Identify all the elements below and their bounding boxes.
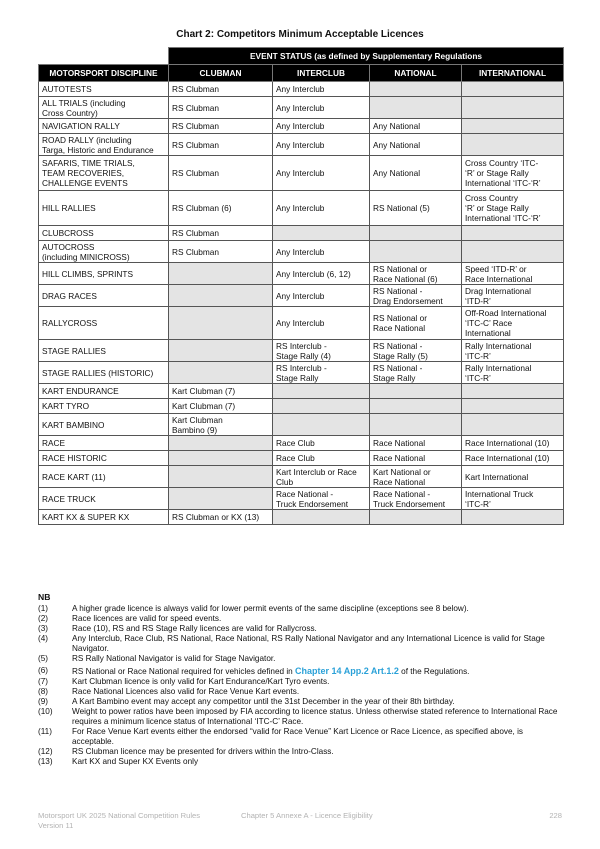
licence-cell: Any National [370, 134, 462, 156]
licence-cell: Any Interclub [273, 97, 370, 119]
note-item [38, 634, 562, 654]
licence-cell [273, 226, 370, 241]
licence-table [38, 47, 564, 525]
note-number: (5) [38, 654, 49, 663]
licence-cell: Race National - Truck Endorsement [273, 488, 370, 510]
licence-cell [169, 436, 273, 451]
licence-cell [462, 510, 564, 525]
notes-title: NB [38, 592, 51, 602]
discipline-cell: HILL CLIMBS, SPRINTS [39, 263, 169, 285]
licence-cell: Kart Clubman (7) [169, 384, 273, 399]
licence-cell: RS Clubman [169, 134, 273, 156]
licence-cell: RS Clubman [169, 156, 273, 191]
discipline-cell: CLUBCROSS [39, 226, 169, 241]
discipline-cell: KART ENDURANCE [39, 384, 169, 399]
table-row [39, 436, 564, 451]
discipline-cell: KART BAMBINO [39, 414, 169, 436]
note-item [38, 624, 562, 634]
licence-cell [169, 307, 273, 340]
licence-cell [462, 119, 564, 134]
note-text: Weight to power ratios have been imposed by FIA according to licence status. Unless otherwise stated reference to International Race requires a minimum licence status of International ‘ITC-C’ Race. [72, 707, 558, 726]
table-row [39, 263, 564, 285]
column-header: MOTORSPORT DISCIPLINE [39, 65, 169, 82]
licence-cell: RS Clubman [169, 226, 273, 241]
note-number: (6) [38, 666, 49, 675]
note-number: (11) [38, 727, 52, 736]
note-item [38, 747, 562, 757]
licence-cell: Race Club [273, 451, 370, 466]
note-number: (8) [38, 687, 49, 696]
note-text: RS Clubman licence may be presented for drivers within the Intro-Class. [72, 747, 334, 756]
table-row [39, 466, 564, 488]
table-column-header-row [39, 65, 564, 82]
discipline-cell: AUTOCROSS (including MINICROSS) [39, 241, 169, 263]
notes-section [38, 592, 562, 767]
note-text: A higher grade licence is always valid for lower permit events of the same discipline (exceptions see 8 below). [72, 604, 469, 613]
discipline-cell: STAGE RALLIES (HISTORIC) [39, 362, 169, 384]
note-item [38, 697, 562, 707]
licence-cell [462, 414, 564, 436]
discipline-cell: DRAG RACES [39, 285, 169, 307]
note-number: (1) [38, 604, 49, 613]
licence-cell: Any National [370, 119, 462, 134]
table-row [39, 226, 564, 241]
note-text: A Kart Bambino event may accept any competitor until the 31st December in the year of their 8th birthday. [72, 697, 455, 706]
licence-cell: Any Interclub [273, 119, 370, 134]
licence-cell: RS National (5) [370, 191, 462, 226]
discipline-cell: RACE [39, 436, 169, 451]
licence-cell: RS National - Drag Endorsement [370, 285, 462, 307]
table-row [39, 384, 564, 399]
note-item [38, 687, 562, 697]
licence-cell: Race International (10) [462, 451, 564, 466]
discipline-cell: AUTOTESTS [39, 82, 169, 97]
discipline-cell: NAVIGATION RALLY [39, 119, 169, 134]
licence-cell [462, 134, 564, 156]
licence-cell: Any Interclub [273, 241, 370, 263]
discipline-cell: ROAD RALLY (including Targa, Historic and Endurance [39, 134, 169, 156]
discipline-cell: RACE HISTORIC [39, 451, 169, 466]
licence-cell: Kart Interclub or Race Club [273, 466, 370, 488]
licence-cell [462, 82, 564, 97]
column-header: CLUBMAN [169, 65, 273, 82]
note-number: (3) [38, 624, 49, 633]
licence-cell: RS Clubman [169, 241, 273, 263]
licence-cell [169, 451, 273, 466]
licence-cell: RS Clubman [169, 97, 273, 119]
licence-cell: RS National or Race National [370, 307, 462, 340]
table-row [39, 340, 564, 362]
table-row [39, 97, 564, 119]
licence-cell [462, 384, 564, 399]
licence-cell: Kart Clubman (7) [169, 399, 273, 414]
table-row [39, 156, 564, 191]
licence-cell [169, 340, 273, 362]
licence-cell [169, 362, 273, 384]
table-row [39, 451, 564, 466]
licence-cell [370, 241, 462, 263]
licence-cell: Race National [370, 436, 462, 451]
licence-cell: Kart National or Race National [370, 466, 462, 488]
column-header: INTERNATIONAL [462, 65, 564, 82]
note-item [38, 604, 562, 614]
note-text: Race National Licences also valid for Race Venue Kart events. [72, 687, 300, 696]
table-row [39, 510, 564, 525]
discipline-cell: KART TYRO [39, 399, 169, 414]
licence-cell: Any Interclub [273, 307, 370, 340]
licence-cell: Race National - Truck Endorsement [370, 488, 462, 510]
licence-cell: RS Clubman or KX (13) [169, 510, 273, 525]
licence-cell [462, 241, 564, 263]
note-text-after: of the Regulations. [398, 667, 470, 676]
licence-cell [462, 399, 564, 414]
licence-cell: Any Interclub [273, 134, 370, 156]
note-item [38, 727, 562, 747]
licence-cell [370, 384, 462, 399]
note-item [38, 614, 562, 624]
note-number: (12) [38, 747, 53, 756]
event-status-header: EVENT STATUS (as defined by Supplementary Regulations [169, 48, 564, 65]
licence-cell: Any Interclub [273, 156, 370, 191]
note-text: Race (10), RS and RS Stage Rally licences are valid for Rallycross. [72, 624, 317, 633]
licence-cell: Kart International [462, 466, 564, 488]
notes-list [38, 604, 562, 767]
note-item [38, 707, 562, 727]
note-text: Kart KX and Super KX Events only [72, 757, 199, 766]
table-row [39, 414, 564, 436]
licence-cell [370, 399, 462, 414]
page-title: Chart 2: Competitors Minimum Acceptable Licences [176, 29, 424, 40]
licence-cell [169, 285, 273, 307]
column-header: NATIONAL [370, 65, 462, 82]
header-blank-cell [39, 48, 169, 65]
note-text: Any Interclub, Race Club, RS National, Race National, RS Rally National Navigator and any International Licence is valid for Stage Navigator. [72, 634, 545, 653]
licence-cell: Any Interclub [273, 285, 370, 307]
table-row [39, 134, 564, 156]
licence-cell [273, 399, 370, 414]
licence-cell [370, 97, 462, 119]
licence-cell [273, 414, 370, 436]
licence-cell [169, 263, 273, 285]
note-text [72, 666, 562, 677]
licence-cell: Drag International ‘ITD-R’ [462, 285, 564, 307]
licence-cell: Cross Country ‘R’ or Stage Rally International ‘ITC-‘R’ [462, 191, 564, 226]
licence-cell [370, 82, 462, 97]
table-group-header-row [39, 48, 564, 65]
table-row [39, 119, 564, 134]
licence-cell: RS Clubman (6) [169, 191, 273, 226]
licence-cell: RS Interclub - Stage Rally [273, 362, 370, 384]
licence-cell: Cross Country ‘ITC- ‘R’ or Stage Rally International ‘ITC-‘R’ [462, 156, 564, 191]
licence-cell: Race International (10) [462, 436, 564, 451]
table-body [39, 82, 564, 525]
footer-version: Version 11 [38, 821, 74, 830]
column-header: INTERCLUB [273, 65, 370, 82]
table-row [39, 191, 564, 226]
licence-cell: Any Interclub [273, 191, 370, 226]
note-number: (4) [38, 634, 49, 643]
table-row [39, 307, 564, 340]
footer-left [38, 811, 200, 831]
note-text: Race licences are valid for speed events. [72, 614, 222, 623]
discipline-cell: RACE KART (11) [39, 466, 169, 488]
table-row [39, 362, 564, 384]
chapter-link[interactable]: Chapter 14 App.2 Art.1.2 [295, 666, 399, 676]
discipline-cell: HILL RALLIES [39, 191, 169, 226]
licence-cell [273, 510, 370, 525]
table-row [39, 488, 564, 510]
licence-cell: Off-Road International ‘ITC-C’ Race International [462, 307, 564, 340]
licence-cell: RS Clubman [169, 119, 273, 134]
discipline-cell: SAFARIS, TIME TRIALS, TEAM RECOVERIES, CHALLENGE EVENTS [39, 156, 169, 191]
licence-cell: RS National - Stage Rally [370, 362, 462, 384]
table-row [39, 399, 564, 414]
note-number: (7) [38, 677, 49, 686]
note-number: (13) [38, 757, 53, 766]
note-number: (10) [38, 707, 53, 716]
licence-cell [169, 466, 273, 488]
licence-cell: Rally International ‘ITC-R’ [462, 340, 564, 362]
table-row [39, 285, 564, 307]
licence-cell: Any Interclub (6, 12) [273, 263, 370, 285]
note-text-before: RS National or Race National required for vehicles defined in [72, 667, 296, 676]
licence-cell: Any National [370, 156, 462, 191]
table-row [39, 241, 564, 263]
footer-page-number: 228 [549, 811, 562, 820]
footer-publication: Motorsport UK 2025 National Competition Rules [38, 811, 201, 820]
licence-cell: Race National [370, 451, 462, 466]
licence-cell [462, 97, 564, 119]
licence-cell: RS National - Stage Rally (5) [370, 340, 462, 362]
licence-cell [370, 414, 462, 436]
discipline-cell: RACE TRUCK [39, 488, 169, 510]
note-text: Kart Clubman licence is only valid for Kart Endurance/Kart Tyro events. [72, 677, 330, 686]
licence-cell [462, 226, 564, 241]
footer-chapter: Chapter 5 Annexe A - Licence Eligibility [241, 811, 373, 820]
note-item [38, 666, 562, 677]
note-item [38, 677, 562, 687]
licence-cell: RS National or Race National (6) [370, 263, 462, 285]
table-row [39, 82, 564, 97]
note-item [38, 757, 562, 767]
licence-cell: RS Clubman [169, 82, 273, 97]
note-text: For Race Venue Kart events either the endorsed “valid for Race Venue” Kart Licence or Race Licence, as specified above, is acceptable. [72, 727, 524, 746]
discipline-cell: STAGE RALLIES [39, 340, 169, 362]
licence-cell: International Truck ‘ITC-R’ [462, 488, 564, 510]
note-number: (2) [38, 614, 49, 623]
discipline-cell: RALLYCROSS [39, 307, 169, 340]
note-number: (9) [38, 697, 49, 706]
licence-cell: Rally International ‘ITC-R’ [462, 362, 564, 384]
licence-cell [273, 384, 370, 399]
licence-cell [169, 488, 273, 510]
licence-cell [370, 510, 462, 525]
discipline-cell: KART KX & SUPER KX [39, 510, 169, 525]
licence-cell: Speed ‘ITD-R’ or Race International [462, 263, 564, 285]
licence-cell: RS Interclub - Stage Rally (4) [273, 340, 370, 362]
licence-cell: Any Interclub [273, 82, 370, 97]
discipline-cell: ALL TRIALS (including Cross Country) [39, 97, 169, 119]
licence-cell: Race Club [273, 436, 370, 451]
note-text: RS Rally National Navigator is valid for Stage Navigator. [72, 654, 276, 663]
licence-cell: Kart Clubman Bambino (9) [169, 414, 273, 436]
note-item [38, 654, 562, 664]
licence-cell [370, 226, 462, 241]
